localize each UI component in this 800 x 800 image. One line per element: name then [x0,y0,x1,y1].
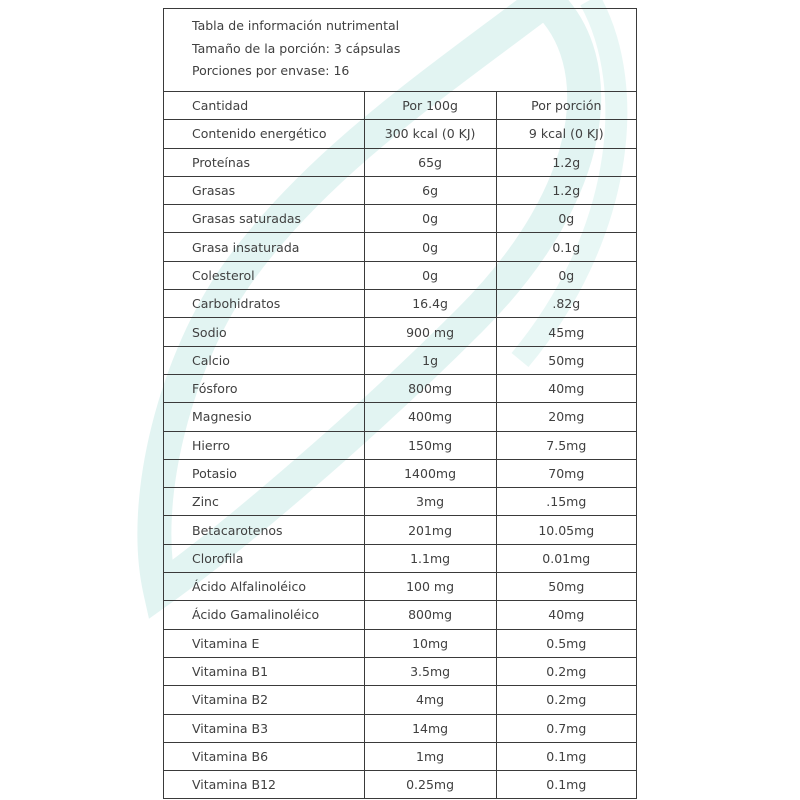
value-per-100g: 1g [364,346,496,374]
value-per-100g: 400mg [364,403,496,431]
nutrient-name: Proteínas [164,148,365,176]
value-per-serving: 0.7mg [496,714,636,742]
table-row [164,544,637,572]
value-per-serving: .15mg [496,488,636,516]
nutrient-name: Carbohidratos [164,290,365,318]
table-row [164,318,637,346]
column-header-row [164,92,637,120]
value-per-100g: 800mg [364,601,496,629]
nutrient-name: Ácido Alfalinoléico [164,573,365,601]
value-per-serving: 1.2g [496,176,636,204]
table-row [164,261,637,289]
table-row [164,346,637,374]
table-title: Tabla de información nutrimental [192,18,400,33]
value-per-serving: 0.1g [496,233,636,261]
value-per-100g: 16.4g [364,290,496,318]
nutrient-name: Grasa insaturada [164,233,365,261]
table-row [164,601,637,629]
value-per-serving: 0.5mg [496,629,636,657]
nutrient-name: Vitamina B12 [164,771,365,799]
nutrient-name: Hierro [164,431,365,459]
header-info-cell [164,9,637,92]
value-per-100g: 201mg [364,516,496,544]
value-per-serving: 50mg [496,573,636,601]
table-row [164,176,637,204]
value-per-100g: 150mg [364,431,496,459]
nutrient-name: Vitamina B2 [164,686,365,714]
value-per-100g: 0g [364,233,496,261]
nutrient-name: Grasas saturadas [164,205,365,233]
value-per-100g: 3.5mg [364,657,496,685]
table-row [164,686,637,714]
value-per-100g: 6g [364,176,496,204]
table-row [164,516,637,544]
column-header-quantity: Cantidad [164,92,365,120]
value-per-100g: 10mg [364,629,496,657]
value-per-100g: 300 kcal (0 KJ) [364,120,496,148]
nutrient-name: Sodio [164,318,365,346]
nutrition-facts-table [163,8,637,799]
value-per-serving: 0.1mg [496,771,636,799]
table-row [164,290,637,318]
nutrient-name: Fósforo [164,374,365,402]
value-per-serving: 20mg [496,403,636,431]
table-row [164,488,637,516]
nutrient-name: Vitamina E [164,629,365,657]
value-per-serving: 50mg [496,346,636,374]
nutrient-name: Vitamina B6 [164,742,365,770]
table-header-info-row [164,9,637,92]
value-per-serving: 70mg [496,459,636,487]
nutrient-name: Vitamina B3 [164,714,365,742]
value-per-100g: 4mg [364,686,496,714]
value-per-100g: 0.25mg [364,771,496,799]
table-row [164,714,637,742]
nutrient-name: Magnesio [164,403,365,431]
table-row [164,431,637,459]
nutrient-rows [164,120,637,799]
table-row [164,629,637,657]
value-per-serving: 0.2mg [496,686,636,714]
value-per-serving: 45mg [496,318,636,346]
table-row [164,374,637,402]
value-per-serving: 10.05mg [496,516,636,544]
value-per-serving: 0g [496,261,636,289]
value-per-serving: 40mg [496,601,636,629]
nutrient-name: Ácido Gamalinoléico [164,601,365,629]
value-per-100g: 0g [364,261,496,289]
table-row [164,771,637,799]
column-header-per-serving: Por porción [496,92,636,120]
table-row [164,205,637,233]
value-per-100g: 14mg [364,714,496,742]
value-per-serving: 7.5mg [496,431,636,459]
table-row [164,742,637,770]
value-per-serving: 0.01mg [496,544,636,572]
value-per-serving: 0g [496,205,636,233]
nutrient-name: Calcio [164,346,365,374]
value-per-100g: 1400mg [364,459,496,487]
value-per-serving: 1.2g [496,148,636,176]
nutrient-name: Clorofila [164,544,365,572]
serving-size: Tamaño de la porción: 3 cápsulas [192,40,401,56]
table-row [164,403,637,431]
table-row [164,657,637,685]
value-per-serving: 40mg [496,374,636,402]
table-row [164,233,637,261]
value-per-100g: 0g [364,205,496,233]
nutrient-name: Betacarotenos [164,516,365,544]
nutrient-name: Vitamina B1 [164,657,365,685]
table-row [164,120,637,148]
servings-per-container: Porciones por envase: 16 [192,63,350,78]
nutrient-name: Potasio [164,459,365,487]
nutrient-name: Contenido energético [164,120,365,148]
table-row [164,573,637,601]
value-per-serving: .82g [496,290,636,318]
column-header-per-100g: Por 100g [364,92,496,120]
value-per-serving: 0.1mg [496,742,636,770]
value-per-100g: 900 mg [364,318,496,346]
value-per-serving: 0.2mg [496,657,636,685]
table-row [164,148,637,176]
nutrient-name: Zinc [164,488,365,516]
nutrient-name: Grasas [164,176,365,204]
value-per-100g: 1.1mg [364,544,496,572]
value-per-serving: 9 kcal (0 KJ) [496,120,636,148]
value-per-100g: 100 mg [364,573,496,601]
value-per-100g: 800mg [364,374,496,402]
table-row [164,459,637,487]
nutrient-name: Colesterol [164,261,365,289]
value-per-100g: 1mg [364,742,496,770]
value-per-100g: 65g [364,148,496,176]
value-per-100g: 3mg [364,488,496,516]
